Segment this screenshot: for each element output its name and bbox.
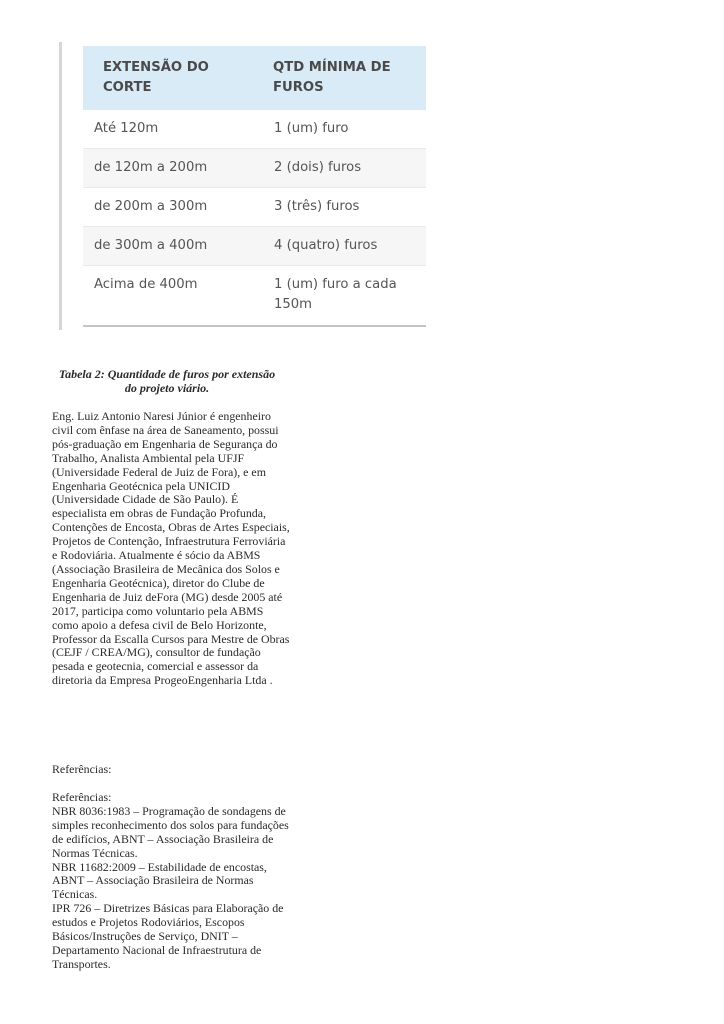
table-caption: Tabela 2: Quantidade de furos por extensão do projeto viário. [58,367,276,395]
holes-table [83,46,426,327]
table-cell-extension: de 300m a 400m [83,227,263,266]
reference-item: NBR 11682:2009 – Estabilidade de encostas, ABNT – Associação Brasileira de Normas Técnicas. [52,859,267,902]
table-cell-holes: 3 (três) furos [263,188,426,227]
table-cell-holes: 2 (dois) furos [263,149,426,188]
table-cell-extension: Acima de 400m [83,266,263,327]
table-row [83,110,426,149]
table-cell-extension: de 200m a 300m [83,188,263,227]
reference-item: IPR 726 – Diretrizes Básicas para Elaboração de estudos e Projetos Rodoviários, Escopos Básicos/Instruções de Serviço, DNIT – Departamento Nacional de Infraestrutura de Transportes. [52,901,284,971]
header-qtd-minima-furos: QTD MÍNIMA DE FUROS [263,46,426,110]
table-cell-extension: de 120m a 200m [83,149,263,188]
table-figure [59,42,424,330]
table-cell-extension: Até 120m [83,110,263,149]
table-cell-holes: 1 (um) furo [263,110,426,149]
table-row [83,266,426,327]
table-cell-holes: 4 (quatro) furos [263,227,426,266]
table-row [83,188,426,227]
references-heading: Referências: [52,790,112,804]
reference-item: NBR 8036:1983 – Programação de sondagens de simples reconhecimento dos solos para fundações de edifícios, ABNT – Associação Brasileira de Normas Técnicas. [52,803,289,860]
table-cell-holes: 1 (um) furo a cada 150m [263,266,426,327]
references-heading: Referências: [52,762,112,776]
table-header-row [83,46,426,110]
author-bio: Eng. Luiz Antonio Naresi Júnior é engenheiro civil com ênfase na área de Saneamento, possui pós-graduação em Engenharia de Segurança do Trabalho, Analista Ambiental pela UFJF (Universidade Federal de Juiz de Fora), e em Engenharia Geotécnica pela UNICID (Universidade Cidade de São Paulo). É especialista em obras de Fundação Profunda, Contenções de Encosta, Obras de Artes Especiais, Projetos de Contenção, Infraestrutura Ferroviária e Rodoviária. Atualmente é sócio da ABMS (Associação Brasileira de Mecânica dos Solos e Engenharia Geotécnica), diretor do Clube de Engenharia de Juiz deFora (MG) desde 2005 até 2017, participa como voluntario pela ABMS como apoio a defesa civil de Belo Horizonte, Professor da Escalla Cursos para Mestre de Obras (CEJF / CREA/MG), consultor de fundação pesada e geotecnia, comercial e assessor da diretoria da Empresa ProgeoEngenharia Ltda . [52,409,290,688]
header-extensao-corte: EXTENSÃO DO CORTE [83,46,263,110]
references-list [52,791,292,972]
table-row [83,227,426,266]
table-row [83,149,426,188]
